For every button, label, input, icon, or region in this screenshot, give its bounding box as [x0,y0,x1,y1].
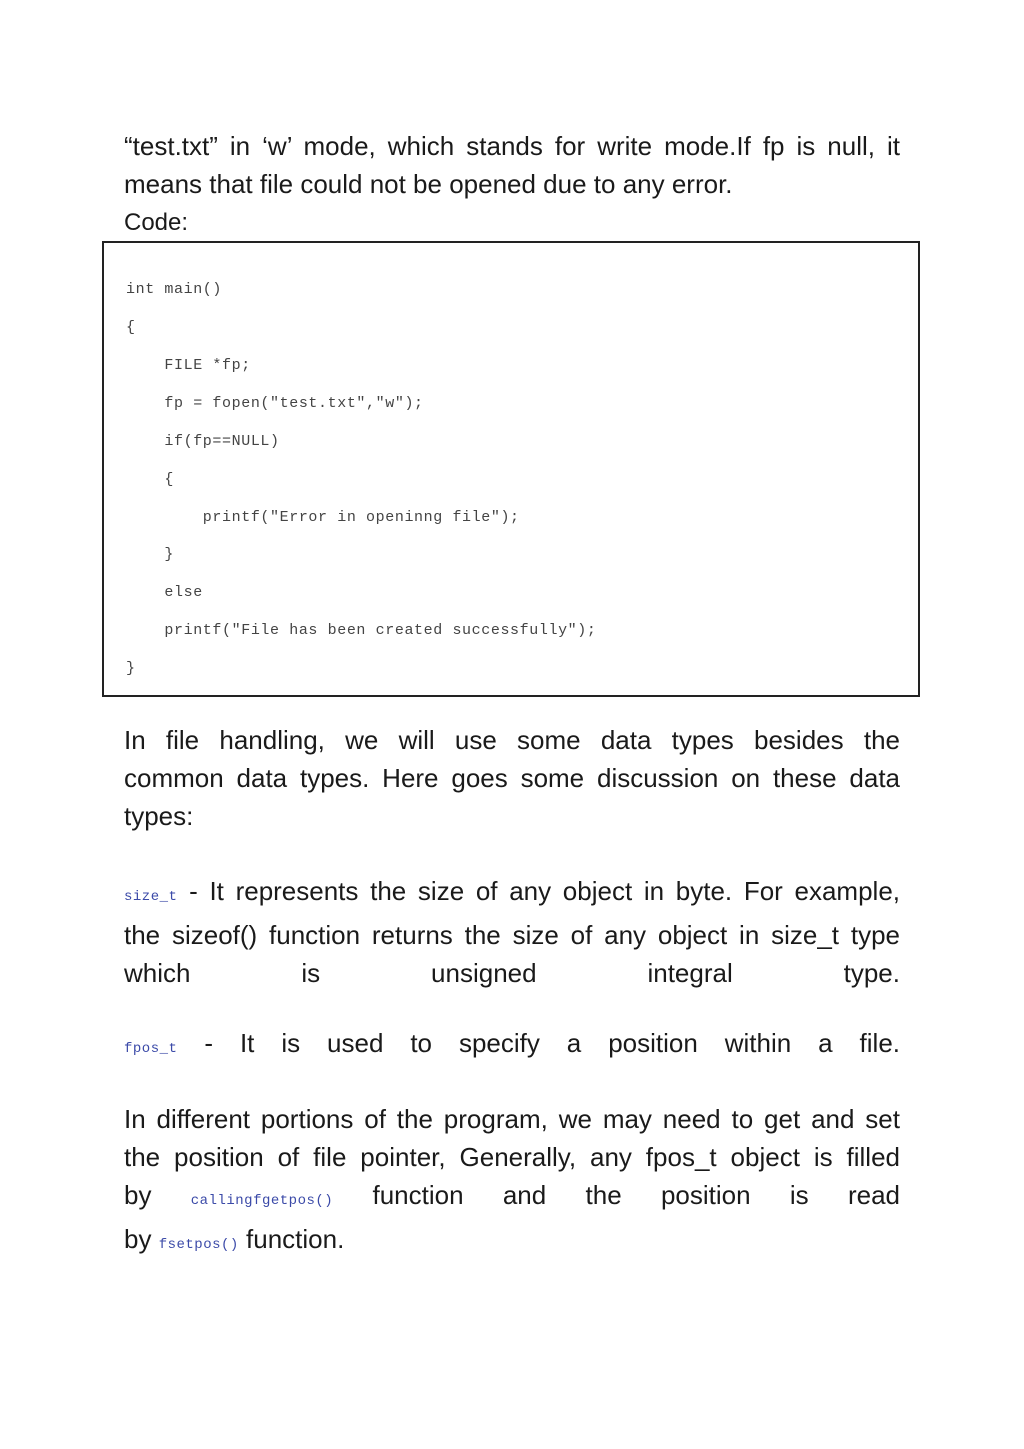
position-line-4-text: function. [238,1224,345,1254]
position-paragraph [124,1100,900,1264]
fsetpos-code: fsetpos() [158,1237,239,1253]
intro-line-1: “test.txt” in ‘w’ mode, which stands for write mode.If fp is null, it [124,131,900,161]
code-label: Code: [124,209,189,236]
datatypes-paragraph [124,721,900,835]
datatypes-line-3: types: [124,801,194,831]
size-t-definition [124,872,900,992]
code-line: else [126,584,203,601]
code-line: if(fp==NULL) [126,433,280,450]
position-line-4 [124,1220,900,1264]
code-line: printf("Error in openinng file"); [126,509,520,526]
position-line-4-prefix: by [124,1224,159,1254]
position-line-3-text: function and the position is read [333,1180,901,1210]
code-line: printf("File has been created successfully"); [126,622,597,639]
code-line: int main() [126,281,223,298]
intro-paragraph [124,127,900,203]
code-line: FILE *fp; [126,357,251,374]
code-line: { [126,471,175,488]
fpos-t-line [124,1024,900,1068]
code-line: { [126,319,136,336]
size-t-line-3: which is unsigned integral type. [124,958,900,988]
fgetpos-code: callingfgetpos() [190,1193,334,1209]
position-line-2: the position of file pointer, Generally, any fpos_t object is filled [124,1142,900,1172]
intro-line-2: means that file could not be opened due to any error. [124,169,733,199]
code-line: } [126,546,175,563]
position-line-3-prefix: by [124,1180,191,1210]
size-t-term: size_t [124,889,178,905]
size-t-line-1 [124,872,900,916]
datatypes-line-1: In file handling, we will use some data types besides the [124,725,900,755]
position-line-3 [124,1176,900,1220]
code-line: } [126,660,136,677]
fpos-t-term: fpos_t [124,1041,178,1057]
datatypes-line-2: common data types. Here goes some discussion on these data [124,763,900,793]
code-line: fp = fopen("test.txt","w"); [126,395,424,412]
size-t-line-1-text: - It represents the size of any object in byte. For example, [177,876,900,906]
size-t-line-2: the sizeof() function returns the size of any object in size_t type [124,920,900,950]
code-block [102,241,920,697]
position-line-1: In different portions of the program, we may need to get and set [124,1104,900,1134]
fpos-t-definition [124,1024,900,1068]
fpos-t-text: - It is used to specify a position within a file. [177,1028,900,1058]
